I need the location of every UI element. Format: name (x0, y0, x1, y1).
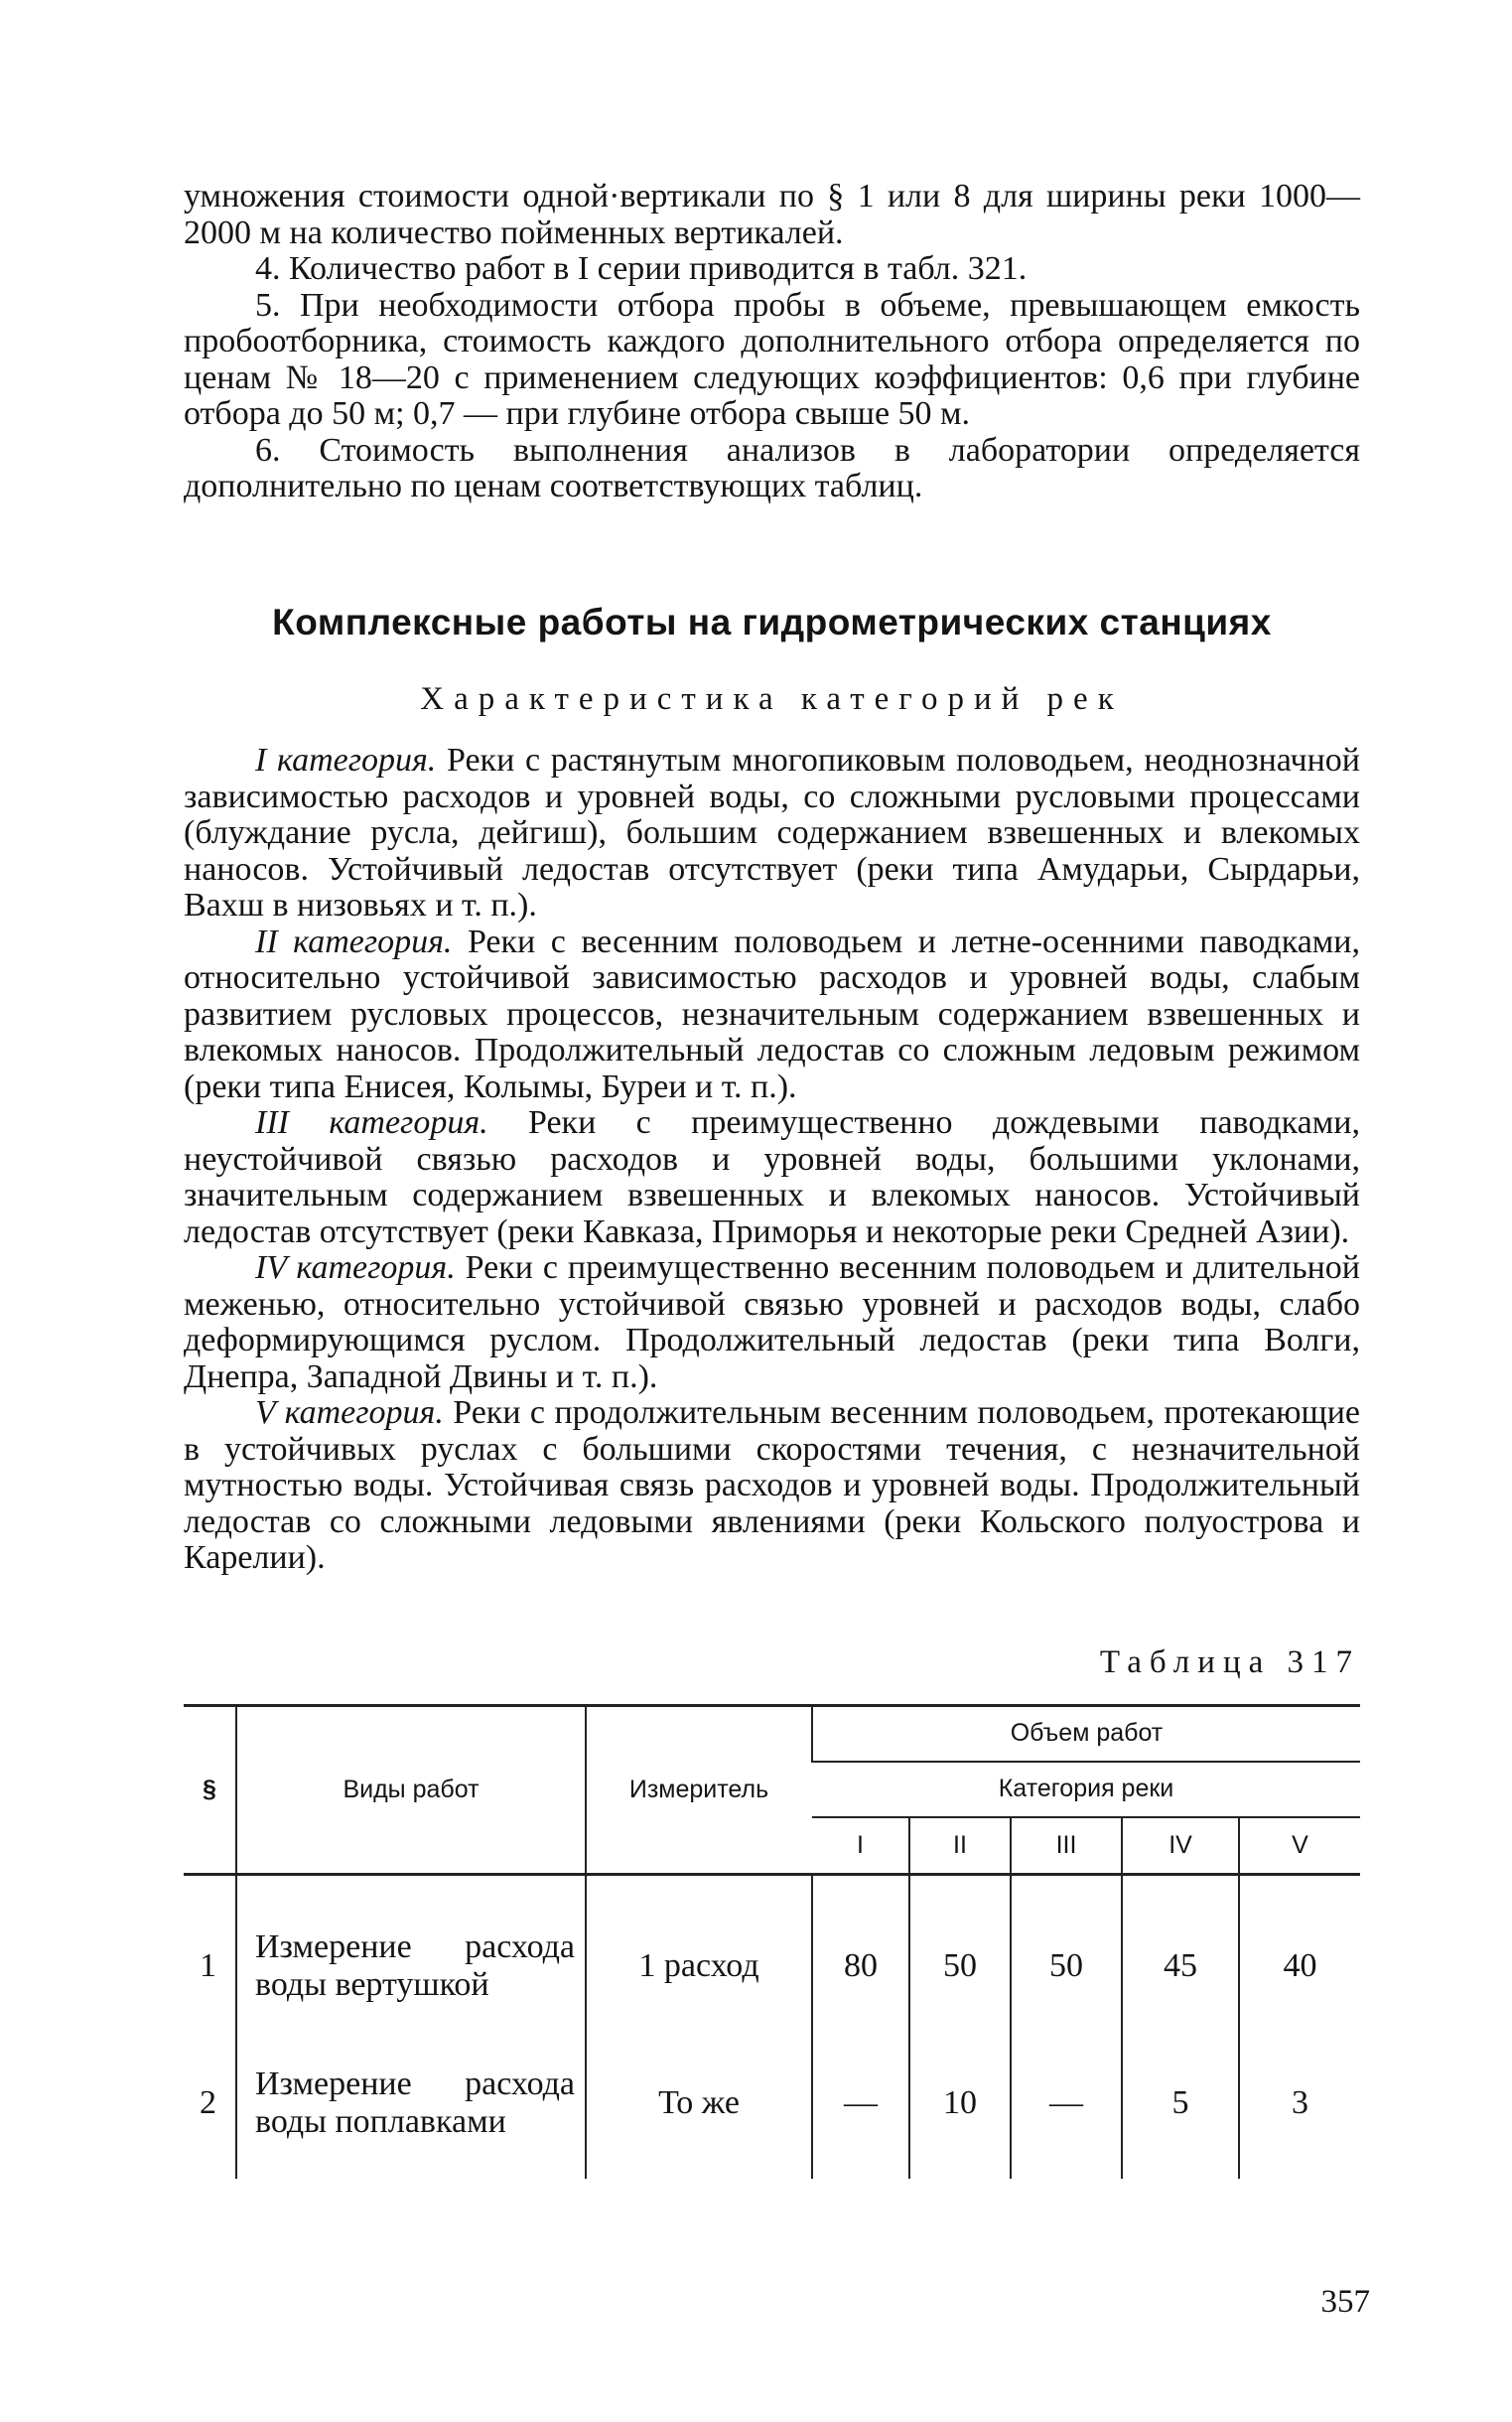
section-title: Комплексные работы на гидрометрических станциях (272, 602, 1272, 642)
intro-paragraph-1: умножения стоимости одной·вертикали по § 1 или 8 для ширины реки 1000—2000 м на количество пойменных вертикалей. (184, 178, 1360, 251)
category-2 (184, 925, 1360, 1106)
category-1-text: Реки с растянутым многопиковым половодьем, неоднозначной зависимостью расходов и уровней воды, со сложными русловыми процессами (блуждание русла, дейгиш), большим содержанием взвешенных и влекомых наносов. Устойчивый ледостав отсутствует (реки типа Амударьи, Сырдарьи, Вахш в низовьях и т. п.). (184, 742, 1360, 924)
header-category-4: IV (1122, 1817, 1239, 1875)
category-2-label: II категория. (255, 923, 453, 960)
category-4 (184, 1250, 1360, 1395)
row-2-value-3: — (1011, 2024, 1122, 2179)
intro-text (184, 179, 1360, 505)
row-2-unit: То же (586, 2024, 812, 2179)
category-4-label: IV категория. (255, 1249, 456, 1286)
row-2-value-5: 3 (1239, 2024, 1360, 2179)
header-work-type: Виды работ (236, 1706, 586, 1875)
category-3-label: III категория. (255, 1104, 488, 1141)
categories-text (184, 743, 1360, 1577)
table-title: Таблица 317 (1099, 1644, 1360, 1680)
page-number: 357 (1320, 2284, 1370, 2320)
row-1-unit: 1 расход (586, 1875, 812, 2024)
category-4-text: Реки с преимущественно весенним половодьем и длительной меженью, относительно устойчивой связью уровней и расходов воды, слабо деформирующимся руслом. Продолжительный ледостав (реки типа Волги, Днепра, Западной Двины и т. п.). (184, 1249, 1361, 1395)
row-1-value-4: 45 (1122, 1875, 1239, 2024)
row-2-index: 2 (200, 2083, 216, 2121)
row-2-value-4: 5 (1122, 2024, 1239, 2179)
table-row (184, 2024, 1360, 2179)
table-row (184, 1875, 1360, 2024)
category-3 (184, 1105, 1360, 1250)
header-river-category: Категория реки (812, 1762, 1360, 1817)
header-category-2: II (909, 1817, 1011, 1875)
intro-paragraph-6: 6. Стоимость выполнения анализов в лаборатории определяется дополнительно по ценам соответствующих таблиц. (184, 431, 1360, 504)
header-section: § (184, 1706, 236, 1875)
category-1 (184, 743, 1360, 925)
row-1-value-2: 50 (909, 1875, 1011, 2024)
section-subtitle: Характеристика категорий рек (420, 681, 1124, 717)
category-5-text: Реки с продолжительным весенним половодьем, протекающие в устойчивых руслах с большими скоростями течения, с незначительной мутностью воды. Устойчивая связь расходов и уровней воды. Продолжительный ледостав со сложными ледовыми явлениями (реки Кольского полуострова и Карелии). (184, 1394, 1360, 1576)
row-2-value-2: 10 (909, 2024, 1011, 2179)
row-2-name: Измерение расхода воды поплавками (236, 2024, 586, 2179)
table-header-row-1 (184, 1706, 1360, 1762)
category-5 (184, 1395, 1360, 1577)
category-1-label: I категория. (255, 742, 437, 779)
category-5-label: V категория. (255, 1394, 444, 1431)
row-1-name: Измерение расхода воды вертушкой (236, 1875, 586, 2024)
works-table (184, 1704, 1360, 2179)
category-2-text: Реки с весенним половодьем и летне-осенними паводками, относительно устойчивой зависимостью расходов и уровней воды, слабым развитием русловых процессов, незначительным содержанием взвешенных и влекомых наносов. Продолжительный ледостав со сложным ледовым режимом (реки типа Енисея, Колымы, Буреи и т. п.). (184, 923, 1360, 1105)
header-unit: Измеритель (586, 1706, 812, 1875)
header-category-5: V (1239, 1817, 1360, 1875)
row-1-value-1: 80 (812, 1875, 909, 2024)
header-category-3: III (1011, 1817, 1122, 1875)
category-3-text: Реки с преимущественно дождевыми паводками, неустойчивой связью расходов и уровней воды, большими уклонами, значительным содержанием взвешенных и влекомых наносов. Устойчивый ледостав отсутствует (реки Кавказа, Приморья и некоторые реки Средней Азии). (184, 1104, 1360, 1250)
intro-paragraph-5: 5. При необходимости отбора пробы в объеме, превышающем емкость пробоотборника, стоимость каждого дополнительного отбора определяется по ценам № 18—20 с применением следующих коэффициентов: 0,6 при глубине отбора до 50 м; 0,7 — при глубине отбора свыше 50 м. (184, 286, 1360, 432)
row-2-value-1: — (812, 2024, 909, 2179)
intro-paragraph-4: 4. Количество работ в I серии приводится в табл. 321. (255, 250, 1028, 287)
row-1-value-3: 50 (1011, 1875, 1122, 2024)
header-volume: Объем работ (812, 1706, 1360, 1762)
header-category-1: I (812, 1817, 909, 1875)
row-1-index: 1 (184, 1875, 236, 2024)
row-1-value-5: 40 (1239, 1875, 1360, 2024)
